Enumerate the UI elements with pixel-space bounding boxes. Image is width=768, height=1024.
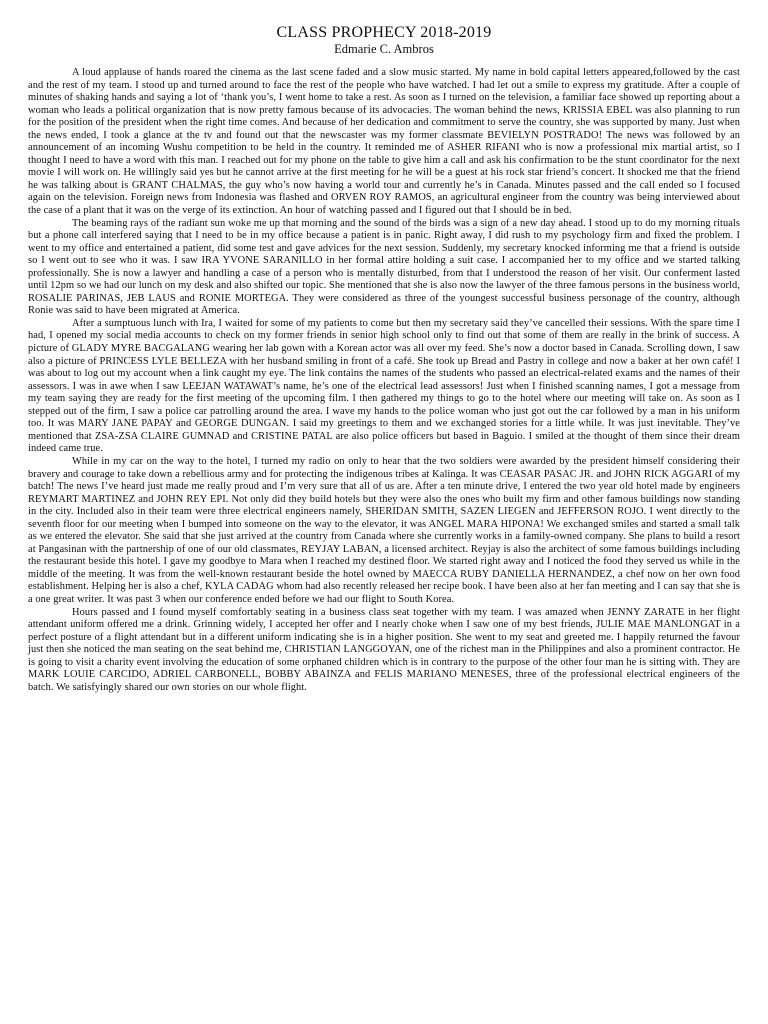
document-page: [28, 24, 740, 694]
document-author: Edmarie C. Ambros: [334, 42, 434, 56]
paragraph-4: While in my car on the way to the hotel, I turned my radio on only to hear that the two soldiers were awarded by the president himself considering their bravery and courage to take down a rebellious army and for protecting the indigenous tribes at Kalinga. It was CEASAR PASAC JR. and JOHN RICK AGGARI of my batch! The news I’ve heard just made me really proud and I’m very sure that all of us are. After a ten minute drive, I entered the two year old hotel made by engineers REYMART MARTINEZ and JOHN REY EPI. Not only did they build hotels but they were also the ones who built my firm and other famous buildings now standing in the city. Included also in their team were three electrical engineers namely, SHERIDAN SMITH, SAZEN LIEGEN and JEFFERSON ROJO. I went directly to the seventh floor for our meeting when I bumped into someone on the way to the elevator, it was ANGEL MARA HIPONA! We exchanged smiles and started a small talk as we entered the elevator. She said that she just arrived at the country from Canada where she currently works in a family-owned company. She plans to build a resort at Pangasinan with the partnership of one of our old classmates, REYJAY LABAN, a licensed architect. Reyjay is also the architect of some famous buildings including the restaurant beside this hotel. I gave my goodbye to Mara when I reached my destined floor. We started right away and I noticed the food they served us while in the middle of the meeting. It was from the well-known restaurant beside the hotel owned by MAECCA RUBY DANIELLA HERNANDEZ, a chef now on her own food establishment. Helping her is also a chef, KYLA CADAG whom had also recently released her recipe book. I have been also at her fan meeting and I can say that she is a one great writer. It was past 3 when our conference ended before we had our flight to South Korea.: [28, 455, 740, 605]
paragraph-3: After a sumptuous lunch with Ira, I waited for some of my patients to come but then my secretary said they’ve cancelled their sessions. With the spare time I had, I opened my social media accounts to check on my former friends in senior high school only to find out that some of them are really in the brink of success. A picture of GLADY MYRE BACGALANG wearing her lab gown with a Korean actor was all over my feed. She’s now a doctor based in Canada. Scrolling down, I saw also a picture of PRINCESS LYLE BELLEZA with her husband smiling in front of a café. She took up Bread and Pastry in college and now a baker at her own café! I was about to log out my account when a link caught my eye. The link contains the names of the students who passed an electrical-related exams and the names of their assessors. I was in awe when I saw LEEJAN WATAWAT’s name, he’s one of the electrical lead assessors! Just when I finished scanning names, I got a message from my team saying they are ready for the first meeting of the upcoming film. I then gathered my things to go to the hotel where our meeting will take on. As soon as I stepped out of the firm, I saw a police car patrolling around the area. I wave my hands to the police woman who just got out the car followed by a man in his uniform too. It was MARY JANE PAPAY and GEORGE DUNGAN. I said my greetings to them and we exchanged stories for a little while. It was just inevitable. They’ve mentioned that ZSA-ZSA CLAIRE GUMNAD and CRISTINE PATAL are also police officers but based in Baguio. I smiled at the thought of them since their dream indeed came true.: [28, 317, 740, 455]
paragraph-5: Hours passed and I found myself comfortably seating in a business class seat together with my team. I was amazed when JENNY ZARATE in her flight attendant uniform offered me a drink. Grinning widely, I accepted her offer and I nearly choke when I saw one of my best friends, JULIE MAE MANLONGAT in a perfect posture of a flight attendant but in a different uniform indicating she is in a higher position. She went to my seat and greeted me. I happily returned the favour just then she noticed the man seating on the seat behind me, CHRISTIAN LANGGOYAN, one of the richest man in the Philippines and also a prominent contractor. He is going to visit a charity event involving the education of some orphaned children which is in contrary to the purpose of the other four man he is sitting with. They are MARK LOUIE CARCIDO, ADRIEL CARBONELL, BOBBY ABAINZA and FELIS MARIANO MENESES, three of the professional electrical engineers of the batch. We satisfyingly shared our own stories on our whole flight.: [28, 606, 740, 693]
paragraph-1: A loud applause of hands roared the cinema as the last scene faded and a slow music started. My name in bold capital letters appeared,followed by the cast and the rest of my team. I stood up and turned around to face the rest of the people who have watched. I had let out a smile to express my gratitude. After a couple of minutes of shaking hands and saying a lot of ‘thank you’s, I went home to take a rest. As soon as I turned on the television, a familiar face showed up reporting about a woman who leads a political organization that is now pretty famous because of its advocacies. The woman behind the news, KRISSIA EBEL was also planning to run for the position of the president when the right time comes. And because of her dedication and commitment to serve the country, she was supported by many. Just when the news ended, I took a glance at the tv and found out that the newscaster was my former classmate BEVIELYN POSTRADO! The news was followed by an announcement of an incoming Wushu competition to be held in the country. It reminded me of ASHER RIFANI who is now a professional mix martial artist, so I thought I need to have a word with this man. I reached out for my phone on the table to give him a call and ask his confirmation to be the stunt coordinator for the next movie I will work on. He willingly said yes but he cannot arrive at the first meeting for he will be a guest at his rock star friend’s concert. It shocked me that the friend he was talking about is GRANT CHALMAS, the guy who’s now having a world tour and currently he’s in Canada. Minutes passed and the call ended so I focused again on the television. Foreign news from Indonesia was flashed and ORVEN ROY RAMOS, an agricultural engineer from the country was being interviewed about the case of a plant that it was on the verge of its extinction. An hour of watching passed and I figured out that I should be in bed.: [28, 67, 740, 217]
paragraph-2: The beaming rays of the radiant sun woke me up that morning and the sound of the birds was a sign of a new day ahead. I stood up to do my morning rituals but a phone call interfered saying that I need to be in my office because a patient is in panic. Right away, I did rush to my psychology firm and fixed the problem. I went to my office and entertained a patient, did some test and gave advices for the next session. Suddenly, my secretary knocked informing me that a friend is outside so I went out to see who it was. I saw IRA YVONE SARANILLO in her formal attire holding a suit case. I accompanied her to my office and we started talking professionally. She is now a lawyer and handling a case of a person who is mentally disturbed, from that I understood the reason of her visit. Our conferment lasted until 12pm so we had our lunch on my desk and also shifted our topic. She mentioned that she is also now the lawyer of the three famous persons in the business world, ROSALIE PARINAS, JEB LAUS and RONIE MORTEGA. They were considered as three of the youngest successful business personage of the country, although Ronie was said to have been migrated at America.: [28, 217, 740, 317]
document-title: CLASS PROPHECY 2018-2019: [276, 24, 492, 41]
